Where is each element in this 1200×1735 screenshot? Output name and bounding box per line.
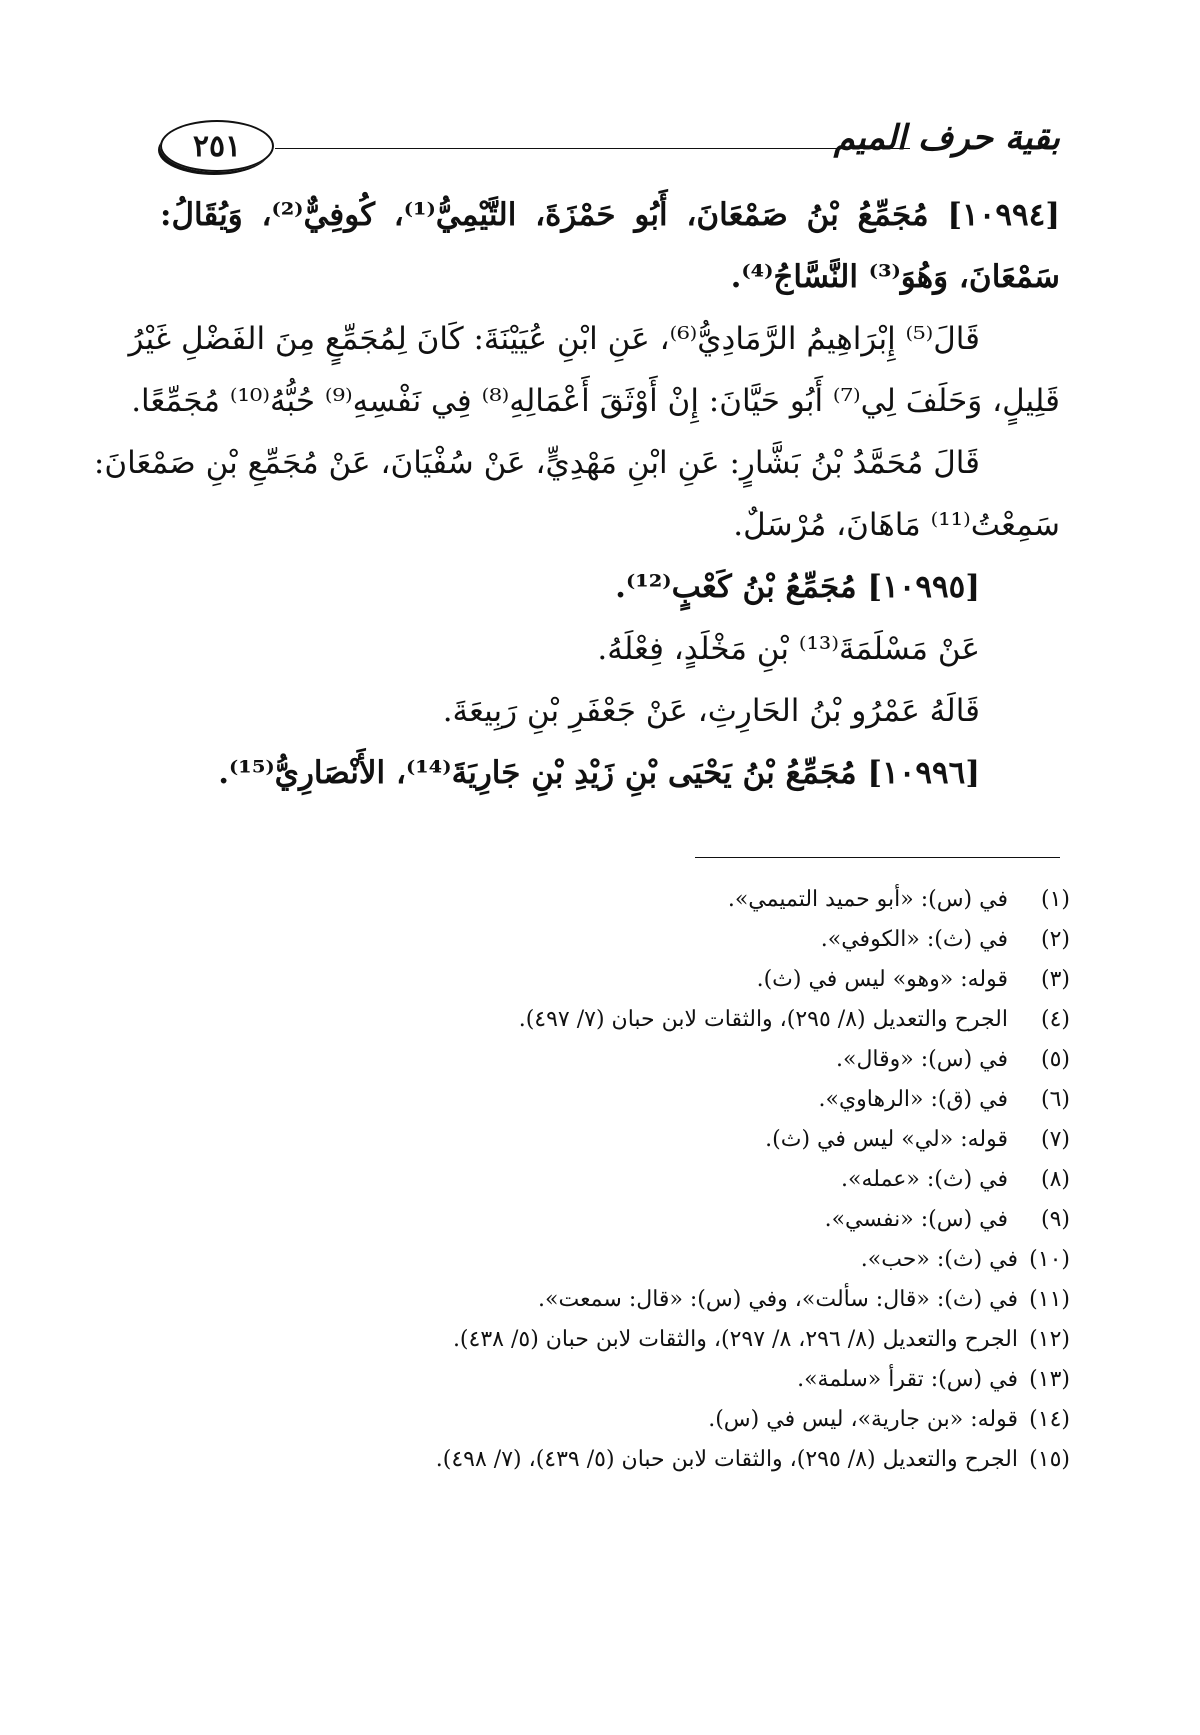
footnote-text: في (س): «أبو حميد التميمي». xyxy=(727,887,1008,912)
footnote-item xyxy=(160,1160,1070,1200)
entry-heading-10996: [١٠٩٩٦] مُجَمِّعُ بْنُ يَحْيَى بْنِ زَيْدِ بْنِ جَارِيَةَ⁽¹⁴⁾، الأَنْصَارِيُّ⁽¹⁵⁾. xyxy=(218,755,980,791)
footnote-number: (١٥) xyxy=(1029,1447,1070,1472)
footnote-item xyxy=(160,1240,1070,1280)
footnote-item xyxy=(160,1000,1070,1040)
footnote-number: (٨) xyxy=(1040,1167,1070,1192)
footnote-item xyxy=(160,880,1070,920)
footnote-number: (٦) xyxy=(1040,1087,1070,1112)
footnote-item xyxy=(160,1200,1070,1240)
running-title: بقية حرف الميم xyxy=(833,118,1060,158)
footnote-item xyxy=(160,1440,1070,1480)
footnote-item xyxy=(160,1280,1070,1320)
footnotes-list xyxy=(160,880,1070,1480)
footnote-number: (١) xyxy=(1040,887,1070,912)
entry-heading-10994-cont: سَمْعَانَ، وَهُوَ⁽³⁾ النَّسَّاجُ⁽⁴⁾. xyxy=(730,259,1060,295)
footnote-number: (٣) xyxy=(1040,967,1070,992)
entry-heading-10994: [١٠٩٩٤] مُجَمِّعُ بْنُ صَمْعَانَ، أَبُو حَمْزَةَ، التَّيْمِيُّ⁽¹⁾، كُوفِيٌّ⁽²⁾، وَيُقَالُ: xyxy=(160,197,1060,233)
footnote-text: الجرح والتعديل (٨/ ٢٩٥)، والثقات لابن حبان (٥/ ٤٣٩)، (٧/ ٤٩٨). xyxy=(435,1447,1018,1472)
text-line: عَنْ مَسْلَمَةَ⁽¹³⁾ بْنِ مَخْلَدٍ، فِعْلَهُ. xyxy=(597,631,980,667)
footnote-text: قوله: «بن جارية»، ليس في (س). xyxy=(708,1407,1018,1432)
footnote-separator xyxy=(695,857,1060,858)
footnote-number: (١١) xyxy=(1029,1287,1070,1312)
page-header xyxy=(160,118,1060,178)
footnote-text: في (س): «نفسي». xyxy=(824,1207,1008,1232)
footnote-number: (٢) xyxy=(1040,927,1070,952)
footnote-text: في (ث): «الكوفي». xyxy=(820,927,1008,952)
footnote-item xyxy=(160,1080,1070,1120)
header-rule xyxy=(275,148,910,149)
footnote-number: (١٠) xyxy=(1029,1247,1070,1272)
text-line: قَلِيلٍ، وَحَلَفَ لِي⁽⁷⁾ أَبُو حَيَّانَ: إِنْ أَوْثَقَ أَعْمَالِهِ⁽⁸⁾ فِي نَفْسِهِ⁽⁹⁾ حُبُّهُ⁽¹⁰⁾ مُجَمِّعًا. xyxy=(131,383,1060,419)
footnote-item xyxy=(160,1400,1070,1440)
footnote-text: في (ق): «الرهاوي». xyxy=(818,1087,1008,1112)
footnote-number: (٧) xyxy=(1040,1127,1070,1152)
footnote-item xyxy=(160,1360,1070,1400)
footnote-text: في (س): تقرأ «سلمة». xyxy=(797,1367,1018,1392)
footnote-text: في (ث): «قال: سألت»، وفي (س): «قال: سمعت». xyxy=(538,1287,1018,1312)
footnote-item xyxy=(160,1040,1070,1080)
footnote-text: في (ث): «حب». xyxy=(860,1247,1018,1272)
footnote-item xyxy=(160,920,1070,960)
entry-heading-10995: [١٠٩٩٥] مُجَمِّعُ بْنُ كَعْبٍ⁽¹²⁾. xyxy=(615,569,980,605)
footnote-text: قوله: «وهو» ليس في (ث). xyxy=(756,967,1008,992)
footnote-text: قوله: «لي» ليس في (ث). xyxy=(765,1127,1008,1152)
footnote-text: في (س): «وقال». xyxy=(835,1047,1008,1072)
footnote-number: (١٣) xyxy=(1029,1367,1070,1392)
main-text xyxy=(93,192,1060,812)
page-number-badge: ٢٥١ xyxy=(160,120,274,172)
footnote-number: (١٤) xyxy=(1029,1407,1070,1432)
text-line: قَالَهُ عَمْرُو بْنُ الحَارِثِ، عَنْ جَعْفَرِ بْنِ رَبِيعَةَ. xyxy=(442,693,980,729)
footnote-number: (٤) xyxy=(1040,1007,1070,1032)
text-line: سَمِعْتُ⁽¹¹⁾ مَاهَانَ، مُرْسَلٌ. xyxy=(733,507,1060,543)
text-line: قَالَ⁽⁵⁾ إِبْرَاهِيمُ الرَّمَادِيُّ⁽⁶⁾، عَنِ ابْنِ عُيَيْنَةَ: كَانَ لِمُجَمِّعٍ مِنَ الفَضْلِ غَيْرُ xyxy=(128,321,980,357)
footnote-number: (٥) xyxy=(1040,1047,1070,1072)
footnote-text: في (ث): «عمله». xyxy=(841,1167,1008,1192)
footnote-number: (١٢) xyxy=(1029,1327,1070,1352)
text-line: قَالَ مُحَمَّدُ بْنُ بَشَّارٍ: عَنِ ابْنِ مَهْدِيٍّ، عَنْ سُفْيَانَ، عَنْ مُجَمِّعِ بْنِ صَمْعَانَ: xyxy=(93,445,980,481)
footnote-item xyxy=(160,960,1070,1000)
footnote-text: الجرح والتعديل (٨/ ٢٩٥)، والثقات لابن حبان (٧/ ٤٩٧). xyxy=(518,1007,1008,1032)
footnote-number: (٩) xyxy=(1040,1207,1070,1232)
footnote-item xyxy=(160,1120,1070,1160)
footnote-item xyxy=(160,1320,1070,1360)
footnote-text: الجرح والتعديل (٨/ ٢٩٦، ٨/ ٢٩٧)، والثقات لابن حبان (٥/ ٤٣٨). xyxy=(452,1327,1018,1352)
